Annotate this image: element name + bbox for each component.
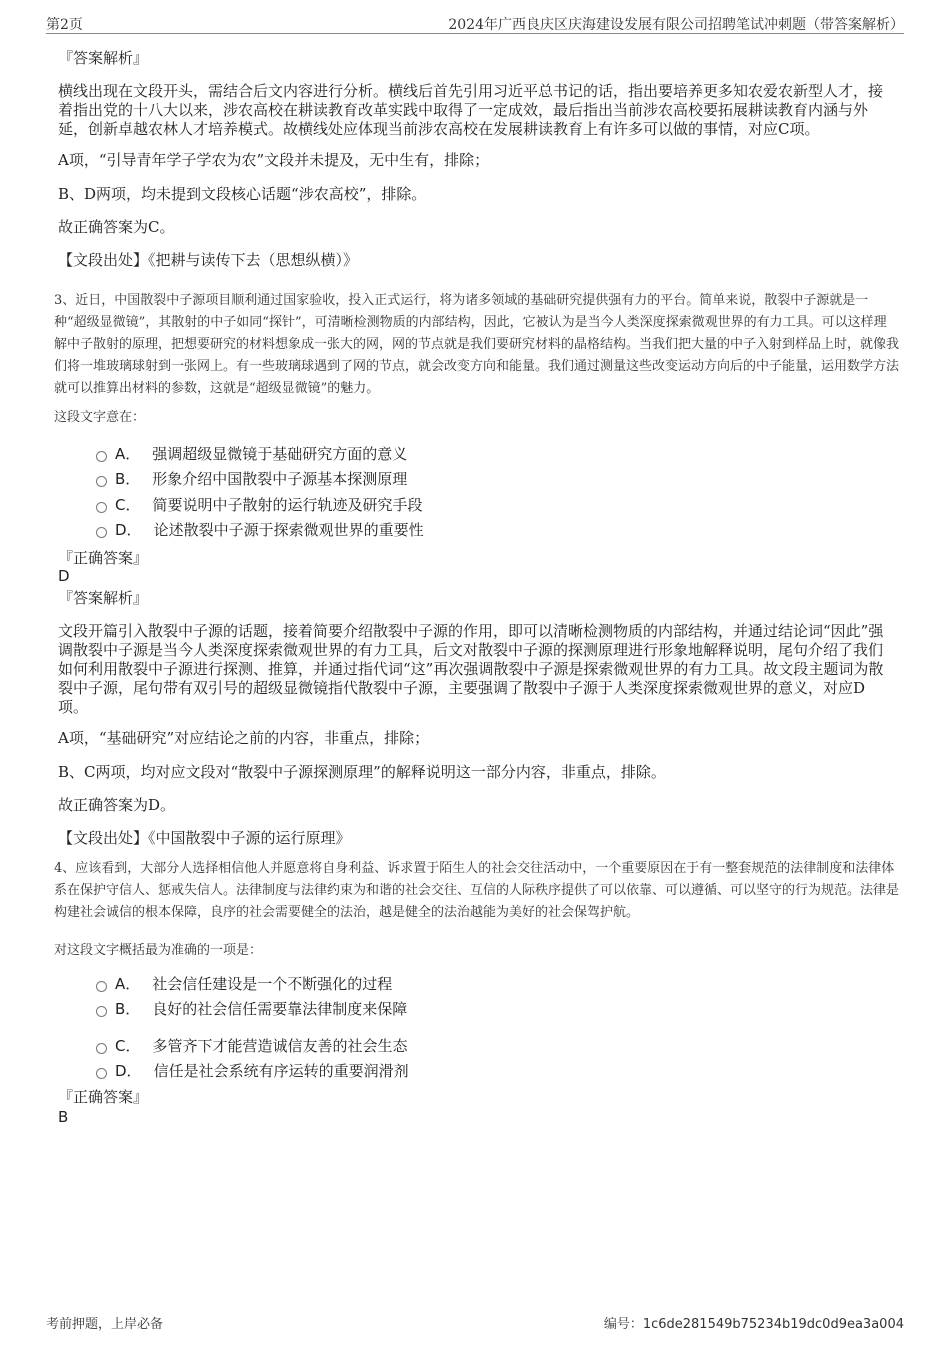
q4-answer-label: 『正确答案』	[58, 1088, 149, 1106]
q2-analysis-label: 『答案解析』	[58, 49, 149, 67]
q4-option-d[interactable]: D． 信任是社会系统有序运转的重要润滑剂	[96, 1060, 409, 1081]
q3-option-a[interactable]: A． 强调超级显微镜于基础研究方面的意义	[96, 443, 407, 464]
q4-option-b[interactable]: B． 良好的社会信任需要靠法律制度来保障	[96, 998, 407, 1019]
q2-analysis-text: 横线出现在文段开头，需结合后文内容进行分析。横线后首先引用习近平总书记的话，指出要培养更多知农爱农新型人才，接着指出党的十八大以来，涉农高校在耕读教育改革实践中取得了一定成效，最后指出当前涉农高校要拓展耕读教育内涵与外延，创新卓越农林人才培养模式。故横线处应体现当前涉农高校在发展耕读教育上有许多可以做的事情，对应C项。	[58, 82, 884, 138]
radio-button[interactable]	[96, 476, 107, 487]
q2-conclusion: 故正确答案为C。	[58, 218, 175, 236]
q3-option-b[interactable]: B． 形象介绍中国散裂中子源基本探测原理	[96, 468, 407, 489]
q4-prompt: 对这段文字概括最为准确的一项是：	[54, 943, 263, 958]
radio-button[interactable]	[96, 1068, 107, 1079]
q3-analysis-label: 『答案解析』	[58, 589, 149, 607]
q4-option-a[interactable]: A． 社会信任建设是一个不断强化的过程	[96, 973, 392, 994]
q4-question-text: 4、应该看到，大部分人选择相信他人并愿意将自身利益、诉求置于陌生人的社会交往活动中，一个重要原因在于有一整套规范的法律制度和法律体系在保护守信人、惩戒失信人。法律制度与法律约束为和谐的社会交往、互信的人际秩序提供了可以依靠、可以遵循、可以坚守的行为规范。法律是构建社会诚信的根本保障，良序的社会需要健全的法治，越是健全的法治越能为美好的社会保驾护航。	[54, 861, 900, 920]
q2-line-bd: B、D两项，均未提到文段核心话题“涉农高校”，排除。	[58, 185, 427, 203]
q3-answer-label: 『正确答案』	[58, 549, 149, 567]
q2-line-a: A项，“引导青年学子学农为农”文段并未提及，无中生有，排除；	[58, 151, 490, 169]
q3-question-text: 3、近日，中国散裂中子源项目顺利通过国家验收，投入正式运行，将为诸多领域的基础研究提供强有力的平台。简单来说，散裂中子源就是一种“超级显微镜”，其散射的中子如同“探针”，可清晰检测物质的内部结构，因此，它被认为是当今人类深度探索微观世界的有力工具。可以这样理解中子散射的原理，把想要研究的材料想象成一张大的网，网的节点就是我们要研究材料的晶格结构。当我们把大量的中子入射到样品上时，就像我们将一堆玻璃球射到一张网上。有一些玻璃球遇到了网的节点，就会改变方向和能量。我们通过测量这些改变运动方向后的中子能量，运用数学方法就可以推算出材料的参数，这就是“超级显微镜”的魅力。	[54, 293, 900, 396]
q3-source: 【文段出处】《中国散裂中子源的运行原理》	[58, 829, 351, 847]
q3-line-bc: B、C两项，均对应文段对“散裂中子源探测原理”的解释说明这一部分内容，非重点，排除。	[58, 763, 666, 781]
radio-button[interactable]	[96, 1006, 107, 1017]
footer-slogan: 考前押题，上岸必备	[46, 1317, 164, 1332]
radio-button[interactable]	[96, 981, 107, 992]
radio-button[interactable]	[96, 502, 107, 513]
page-number: 第2页	[46, 17, 83, 33]
q4-option-c[interactable]: C． 多管齐下才能营造诚信友善的社会生态	[96, 1035, 408, 1056]
q2-source: 【文段出处】《把耕与读传下去（思想纵横）》	[58, 251, 359, 269]
q3-prompt: 这段文字意在：	[54, 410, 146, 425]
radio-button[interactable]	[96, 1043, 107, 1054]
footer-document-id: 编号：1c6de281549b75234b19dc0d9ea3a004	[603, 1317, 904, 1332]
q3-answer-value: D	[58, 567, 70, 585]
radio-button[interactable]	[96, 451, 107, 462]
q3-option-c[interactable]: C． 简要说明中子散射的运行轨迹及研究手段	[96, 494, 423, 515]
document-title: 2024年广西良庆区庆海建设发展有限公司招聘笔试冲刺题（带答案解析）	[448, 17, 904, 33]
radio-button[interactable]	[96, 527, 107, 538]
q3-line-a: A项，“基础研究”对应结论之前的内容，非重点，排除；	[58, 729, 430, 747]
q4-answer-value: B	[58, 1108, 69, 1126]
q3-option-d[interactable]: D． 论述散裂中子源于探索微观世界的重要性	[96, 519, 424, 540]
q3-conclusion: 故正确答案为D。	[58, 796, 176, 814]
q3-analysis-text: 文段开篇引入散裂中子源的话题，接着简要介绍散裂中子源的作用，即可以清晰检测物质的内部结构，并通过结论词“因此”强调散裂中子源是当今人类深度探索微观世界的有力工具，后文对散裂中子源的探测原理进行形象地解释说明，尾句介绍了我们如何利用散裂中子源进行探测、推算，并通过指代词“这”再次强调散裂中子源是探索微观世界的有力工具。故文段主题词为散裂中子源，尾句带有双引号的超级显微镜指代散裂中子源，主要强调了散裂中子源于人类深度探索微观世界的意义，对应D项。	[58, 622, 884, 716]
header-divider	[46, 33, 904, 34]
